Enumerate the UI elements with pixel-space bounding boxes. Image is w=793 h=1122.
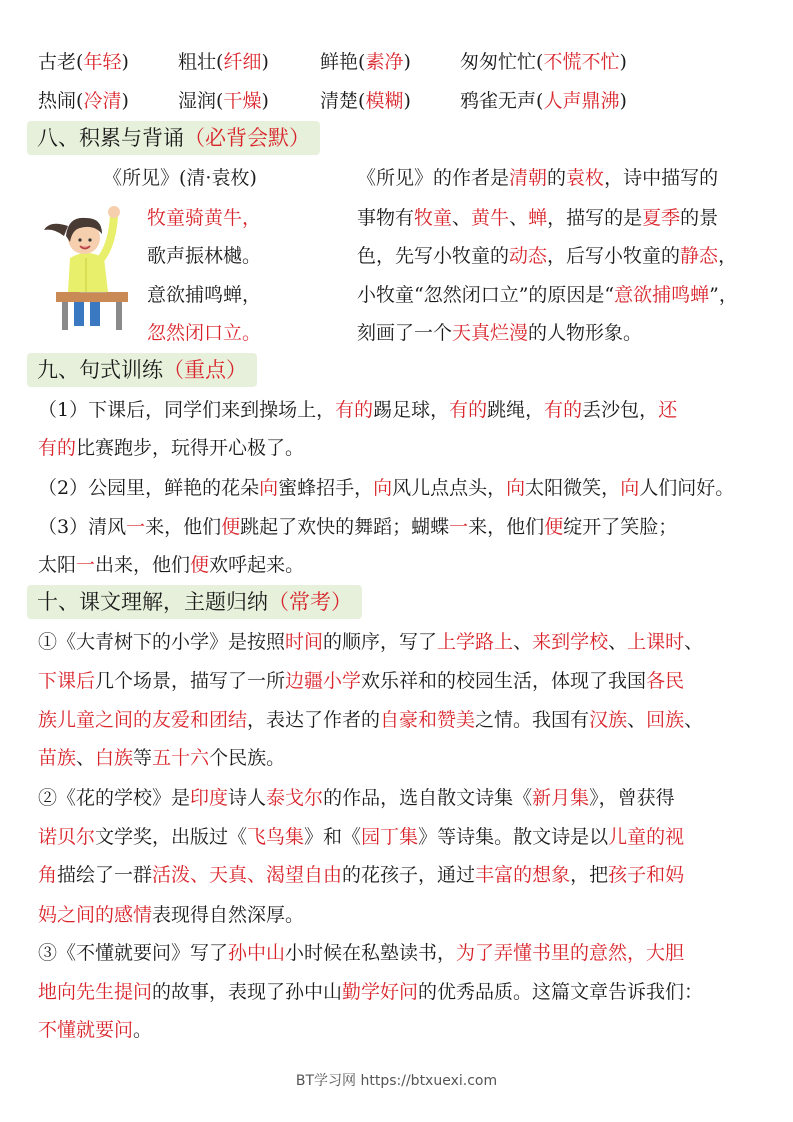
body-text: ， xyxy=(718,245,738,267)
section-9-title: 九、句式训练 xyxy=(37,358,163,382)
section-10-tag: （常考） xyxy=(268,590,352,614)
highlight-text: 角 xyxy=(38,864,58,886)
highlight-text: 袁枚 xyxy=(566,167,605,189)
highlight-text: 丰富的想象 xyxy=(475,864,571,886)
highlight-text: 便 xyxy=(544,516,564,538)
text-line xyxy=(38,903,304,927)
poem-line: 意欲捕鸣蝉， xyxy=(147,284,262,306)
text-line xyxy=(38,980,703,1004)
text-line xyxy=(38,398,677,422)
highlight-text: 园丁集 xyxy=(361,826,419,848)
highlight-text: 上学路上 xyxy=(437,631,514,653)
highlight-text: 向 xyxy=(620,477,640,499)
section-9-tag: （重点） xyxy=(163,358,247,382)
text-line xyxy=(38,863,684,887)
highlight-text: 各民 xyxy=(646,670,685,692)
body-text: 绽开了笑脸； xyxy=(563,516,678,538)
text-line xyxy=(357,206,718,230)
body-text: 之情。我国有 xyxy=(475,709,590,731)
highlight-text: 时间 xyxy=(285,631,324,653)
highlight-text: 夏季 xyxy=(642,207,681,229)
body-text: 欢呼起来。 xyxy=(209,554,305,576)
antonym-pair: 鲜艳(素净) xyxy=(320,51,411,73)
highlight-text: 有的 xyxy=(449,399,488,421)
text-line xyxy=(38,825,684,849)
antonym-pair: 热闹(冷清) xyxy=(38,90,129,112)
body-text: 色，先写小牧童的 xyxy=(357,245,510,267)
body-text: ，把 xyxy=(570,864,609,886)
highlight-text: 孩子和妈 xyxy=(608,864,685,886)
antonym-pair: 古老(年轻) xyxy=(38,51,129,73)
antonym-pair: 粗壮(纤细) xyxy=(178,51,269,73)
body-text: 来，他们 xyxy=(145,516,222,538)
body-text: 》，曾获得 xyxy=(589,787,675,809)
body-text: （2）公园里，鲜艳的花朵 xyxy=(38,477,260,499)
body-text: 个民族。 xyxy=(209,747,286,769)
highlight-text: 泰戈尔 xyxy=(266,787,324,809)
highlight-text: 地向先生提问 xyxy=(38,981,153,1003)
highlight-text: 汉族 xyxy=(589,709,628,731)
text-line xyxy=(38,515,677,539)
body-text: 的人物形象。 xyxy=(528,322,643,344)
highlight-text: 天真烂漫 xyxy=(452,322,529,344)
highlight-text: 为了弄懂书里的意然，大胆 xyxy=(456,942,685,964)
highlight-text: 向 xyxy=(506,477,526,499)
body-text: 》和《 xyxy=(304,826,362,848)
text-line xyxy=(357,283,738,307)
section-8-title: 八、积累与背诵 xyxy=(37,126,184,150)
section-8-heading xyxy=(27,121,320,155)
highlight-text: 黄牛 xyxy=(471,207,510,229)
text-line xyxy=(38,941,684,965)
section-10-heading xyxy=(27,585,362,619)
body-text: 、 xyxy=(513,631,533,653)
body-text: （1）下课后，同学们来到操场上， xyxy=(38,399,336,421)
body-text: 来，他们 xyxy=(468,516,545,538)
body-text: 表现得自然深厚。 xyxy=(152,904,305,926)
body-text: 的优秀品质。这篇文章告诉我们： xyxy=(418,981,704,1003)
body-text: 、 xyxy=(684,631,704,653)
body-text: 、 xyxy=(509,207,529,229)
highlight-text: 有的 xyxy=(335,399,374,421)
highlight-text: 孙中山 xyxy=(228,942,286,964)
body-text: 人们问好。 xyxy=(639,477,735,499)
highlight-text: 向 xyxy=(373,477,393,499)
text-line xyxy=(38,476,734,500)
body-text: （3）清风 xyxy=(38,516,127,538)
text-line xyxy=(38,708,703,732)
section-10-title: 十、课文理解，主题归纳 xyxy=(37,590,268,614)
body-text: 丢沙包， xyxy=(582,399,659,421)
poem-line: 忽然闭口立。 xyxy=(147,322,262,344)
highlight-text: 意欲捕鸣蝉 xyxy=(614,284,710,306)
body-text: 文学奖，出版过《 xyxy=(95,826,248,848)
highlight-text: 勤学好问 xyxy=(342,981,419,1003)
body-text: 蜜蜂招手， xyxy=(278,477,374,499)
poem-line: 歌声振林樾。 xyxy=(147,245,262,267)
highlight-text: 族儿童之间的友爱和团结 xyxy=(38,709,248,731)
highlight-text: 一 xyxy=(126,516,146,538)
body-text: 小牧童“忽然闭口立”的原因是“ xyxy=(357,284,615,306)
body-text: 比赛跑步，玩得开心极了。 xyxy=(76,437,305,459)
text-line xyxy=(357,321,642,345)
highlight-text: 蝉 xyxy=(528,207,548,229)
section-9-heading xyxy=(27,353,257,387)
highlight-text: 边疆小学 xyxy=(285,670,362,692)
highlight-text: 还 xyxy=(658,399,678,421)
highlight-text: 诺贝尔 xyxy=(38,826,96,848)
body-text: 诗人 xyxy=(228,787,267,809)
body-text: 的故事，表现了孙中山 xyxy=(152,981,343,1003)
highlight-text: 有的 xyxy=(544,399,583,421)
text-line xyxy=(38,436,304,460)
highlight-text: 印度 xyxy=(190,787,229,809)
body-text: 《所见》的作者是 xyxy=(357,167,510,189)
text-line xyxy=(38,553,304,577)
body-text: 事物有 xyxy=(357,207,415,229)
poem-title: 《所见》(清·袁枚) xyxy=(103,167,257,189)
text-line xyxy=(38,746,285,770)
body-text: 的顺序，写了 xyxy=(323,631,438,653)
body-text: 、 xyxy=(452,207,472,229)
body-text: ，诗中描写的 xyxy=(604,167,719,189)
body-text: ，表达了作者的 xyxy=(247,709,381,731)
body-text: 。 xyxy=(133,1019,153,1041)
highlight-text: 来到学校 xyxy=(532,631,609,653)
body-text: 、 xyxy=(608,631,628,653)
highlight-text: 妈之间的感情 xyxy=(38,904,153,926)
highlight-text: 上课时 xyxy=(627,631,685,653)
body-text: 风儿点点头， xyxy=(392,477,507,499)
body-text: 的花孩子，通过 xyxy=(342,864,476,886)
body-text: ②《花的学校》是 xyxy=(38,787,191,809)
body-text: ，后写小牧童的 xyxy=(547,245,681,267)
body-text: 等 xyxy=(133,747,153,769)
body-text: ，描写的是 xyxy=(547,207,643,229)
text-line xyxy=(38,669,684,693)
highlight-text: 苗族 xyxy=(38,747,77,769)
body-text: 的 xyxy=(547,167,567,189)
highlight-text: 儿童的视 xyxy=(608,826,685,848)
body-text: 踢足球， xyxy=(373,399,450,421)
highlight-text: 有的 xyxy=(38,437,77,459)
body-text: ”， xyxy=(709,284,738,306)
body-text: 小时候在私塾读书， xyxy=(285,942,457,964)
antonym-pair: 湿润(干燥) xyxy=(178,90,269,112)
text-line xyxy=(38,786,675,810)
body-text: 几个场景，描写了一所 xyxy=(95,670,286,692)
body-text: 的景 xyxy=(680,207,719,229)
body-text: 跳绳， xyxy=(487,399,545,421)
body-text: 、 xyxy=(76,747,96,769)
text-line xyxy=(38,630,703,654)
highlight-text: 便 xyxy=(221,516,241,538)
highlight-text: 一 xyxy=(76,554,96,576)
body-text: 欢乐祥和的校园生活，体现了我国 xyxy=(361,670,647,692)
body-text: 跳起了欢快的舞蹈；蝴蝶 xyxy=(240,516,450,538)
highlight-text: 不懂就要问 xyxy=(38,1019,134,1041)
antonym-pair: 鸦雀无声(人声鼎沸) xyxy=(460,90,627,112)
highlight-text: 向 xyxy=(259,477,279,499)
footer-watermark: BT学习网 https://btxuexi.com xyxy=(295,1073,498,1089)
highlight-text: 下课后 xyxy=(38,670,96,692)
highlight-text: 一 xyxy=(449,516,469,538)
poem-line: 牧童骑黄牛， xyxy=(147,207,262,229)
body-text: ①《大青树下的小学》是按照 xyxy=(38,631,286,653)
highlight-text: 五十六 xyxy=(152,747,210,769)
section-8-tag: （必背会默） xyxy=(184,126,310,150)
highlight-text: 活泼、天真、渴望自由 xyxy=(152,864,343,886)
text-line xyxy=(357,166,718,190)
body-text: 描绘了一群 xyxy=(57,864,153,886)
body-text: 太阳微笑， xyxy=(525,477,621,499)
highlight-text: 白族 xyxy=(95,747,134,769)
highlight-text: 清朝 xyxy=(509,167,548,189)
antonym-pair: 清楚(模糊) xyxy=(320,90,411,112)
highlight-text: 便 xyxy=(190,554,210,576)
text-line xyxy=(357,244,737,268)
antonym-pair: 匆匆忙忙(不慌不忙) xyxy=(460,51,627,73)
body-text: 、 xyxy=(684,709,704,731)
body-text: ③《不懂就要问》写了 xyxy=(38,942,229,964)
body-text: 的作品，选自散文诗集《 xyxy=(323,787,533,809)
highlight-text: 回族 xyxy=(646,709,685,731)
highlight-text: 牧童 xyxy=(414,207,453,229)
highlight-text: 动态 xyxy=(509,245,548,267)
highlight-text: 飞鸟集 xyxy=(247,826,305,848)
body-text: 、 xyxy=(627,709,647,731)
body-text: 刻画了一个 xyxy=(357,322,453,344)
highlight-text: 自豪和赞美 xyxy=(380,709,476,731)
body-text: 出来，他们 xyxy=(95,554,191,576)
text-line xyxy=(38,1018,152,1042)
student-illustration xyxy=(40,196,132,334)
body-text: 太阳 xyxy=(38,554,77,576)
body-text: 》等诗集。散文诗是以 xyxy=(418,826,609,848)
highlight-text: 新月集 xyxy=(532,787,590,809)
highlight-text: 静态 xyxy=(680,245,719,267)
